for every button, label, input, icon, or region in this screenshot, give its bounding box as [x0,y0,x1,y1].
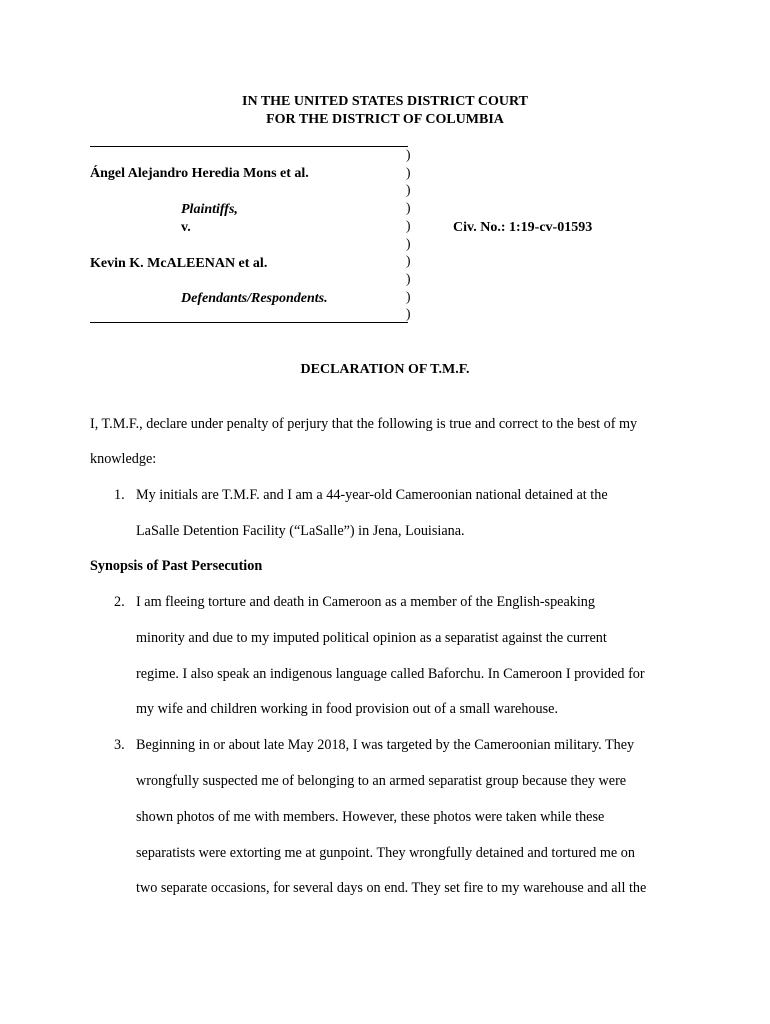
defendant-name: Kevin K. McALEENAN et al. [90,256,268,271]
intro-line: I, T.M.F., declare under penalty of perjury that the following is true and correct to the best of my [90,416,638,432]
paragraph-line: minority and due to my imputed political opinion as a separatist against the current [136,630,607,646]
versus-label: v. [181,220,191,235]
paragraph-line: My initials are T.M.F. and I am a 44-year-old Cameroonian national detained at the [136,487,608,503]
paragraph-line: LaSalle Detention Facility (“LaSalle”) in Jena, Louisiana. [136,523,465,539]
paragraph-line: shown photos of me with members. However, these photos were taken while these [136,809,605,825]
plaintiffs-label: Plaintiffs, [181,202,238,217]
court-name: IN THE UNITED STATES DISTRICT COURT [242,94,528,109]
caption-top-rule [90,146,408,147]
paren: ) [406,253,411,269]
paren: ) [406,288,411,304]
paragraph-number: 3. [114,737,125,753]
paren: ) [406,217,411,233]
intro-line: knowledge: [90,451,157,467]
paren: ) [406,182,411,198]
document-title: DECLARATION OF T.M.F. [300,362,470,377]
paragraph-line: wrongfully suspected me of belonging to an armed separatist group because they were [136,773,627,789]
section-heading: Synopsis of Past Persecution [90,558,263,574]
plaintiff-name: Ángel Alejandro Heredia Mons et al. [90,166,309,181]
paren: ) [406,235,411,251]
paragraph-line: Beginning in or about late May 2018, I was targeted by the Cameroonian military. They [136,737,635,753]
paragraph-number: 2. [114,594,125,610]
paragraph-line: two separate occasions, for several days on end. They set fire to my warehouse and all the [136,880,647,896]
paragraph-line: separatists were extorting me at gunpoint. They wrongfully detained and tortured me on [136,845,635,861]
paren: ) [406,306,411,322]
paren: ) [406,200,411,216]
defendants-label: Defendants/Respondents. [181,291,328,306]
paragraph-line: I am fleeing torture and death in Cameroon as a member of the English-speaking [136,594,595,610]
caption-paren-column [406,146,418,323]
court-district: FOR THE DISTRICT OF COLUMBIA [266,112,504,127]
case-number: Civ. No.: 1:19-cv-01593 [453,220,593,235]
caption-bottom-rule [90,322,408,323]
paren: ) [406,270,411,286]
paragraph-number: 1. [114,487,125,503]
paren: ) [406,147,411,162]
paragraph-line: my wife and children working in food provision out of a small warehouse. [136,701,558,717]
paragraph-line: regime. I also speak an indigenous language called Baforchu. In Cameroon I provided for [136,666,645,682]
paren: ) [406,164,411,180]
